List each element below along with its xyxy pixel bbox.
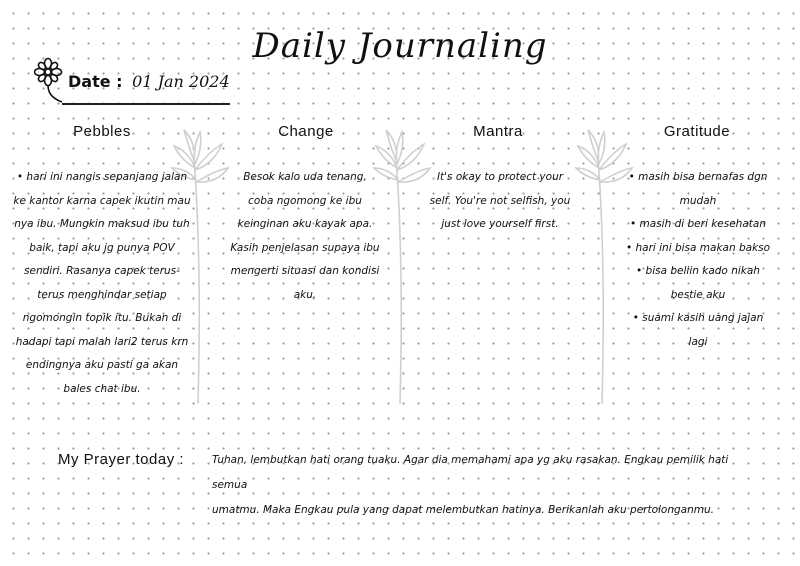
change-heading: Change xyxy=(278,123,334,140)
pebbles-text xyxy=(12,166,192,401)
text-line: Tuhan, lembutkan hati orang tuaku. Agar dia memahami apa yg aku rasakan. Engkau pemilik hati semua xyxy=(212,454,729,491)
text-line: nya ibu. Mungkin maksud ibu tuh xyxy=(14,218,190,230)
text-line: • masih bisa bernafas dgn xyxy=(628,171,768,183)
gratitude-text xyxy=(608,166,788,354)
date-label: Date : xyxy=(68,72,123,91)
text-line: baik, tapi aku jg punya POV xyxy=(29,241,175,254)
text-line: • masih di beri kesehatan xyxy=(630,218,766,230)
text-line: keinginan aku kayak apa. xyxy=(237,218,373,230)
pebbles-heading: Pebbles xyxy=(73,123,131,140)
text-line: self. You're not selfish, you xyxy=(429,194,571,207)
text-line: aku. xyxy=(293,288,317,301)
text-line: • hari ini bisa makan bakso xyxy=(625,241,771,254)
text-line: mudah xyxy=(679,194,717,207)
text-line: sendiri. Rasanya capek terus- xyxy=(24,265,180,277)
text-line: ngomongin topik itu. Bukan di xyxy=(22,312,182,324)
text-line: • suami kasih uang jajan xyxy=(632,312,764,324)
text-line: bales chat ibu. xyxy=(63,382,141,395)
text-line: It's okay to protect your xyxy=(436,171,564,183)
page-title: Daily Journaling xyxy=(252,26,548,66)
text-line: ke kantor karna capek ikutin mau xyxy=(13,194,191,207)
text-line: bestie aku xyxy=(670,288,726,301)
text-line: lagi xyxy=(688,335,708,348)
text-line: terus menghindar setiap xyxy=(37,288,167,301)
text-line: just love yourself first. xyxy=(441,218,559,230)
text-line: coba ngomong ke ibu xyxy=(248,194,362,207)
date-row xyxy=(68,72,230,91)
date-underline xyxy=(62,103,230,105)
prayer-text xyxy=(212,448,742,523)
prayer-label: My Prayer today : xyxy=(58,451,185,468)
date-value: 01 Jan 2024 xyxy=(132,72,230,91)
text-line: endingnya aku pasti ga akan xyxy=(25,359,179,371)
text-line: Besok kalo uda tenang, xyxy=(243,171,367,183)
text-line: • bisa beliin kado nikah xyxy=(636,265,760,277)
mantra-heading: Mantra xyxy=(473,123,523,140)
gratitude-heading: Gratitude xyxy=(663,123,731,140)
text-line: Kasih penjelasan supaya ibu xyxy=(230,241,380,254)
text-line: mengerti situasi dan kondisi xyxy=(230,265,380,277)
change-text xyxy=(215,166,395,307)
text-line: hadapi tapi malah lari2 terus krn xyxy=(15,335,189,348)
text-line: • hari ini nangis sepanjang jalan xyxy=(16,171,188,183)
text-line: umatmu. Maka Engkau pula yang dapat melembutkan hatinya. Berikanlah aku pertolonganmu. xyxy=(212,504,714,516)
mantra-text xyxy=(410,166,590,237)
